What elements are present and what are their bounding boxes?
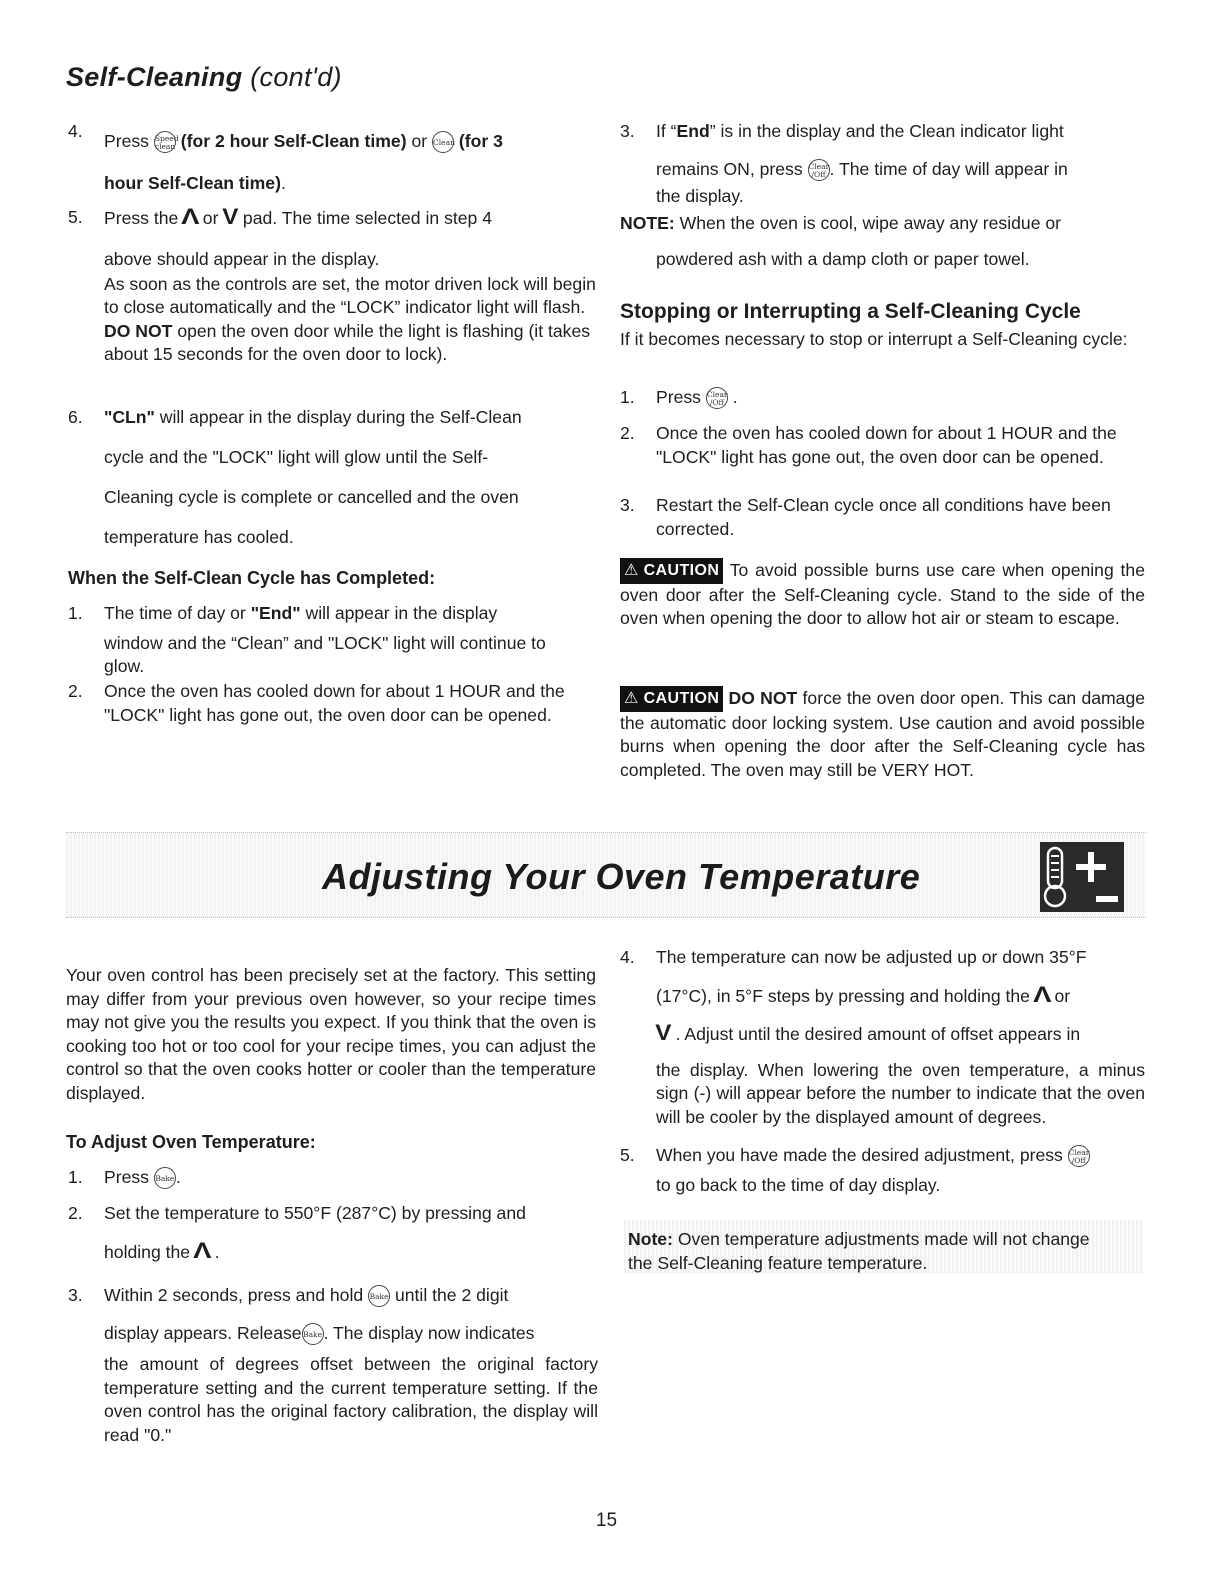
adjust-step-5 xyxy=(620,1144,1145,1197)
step-text: . xyxy=(280,173,286,193)
adjust-step-4 xyxy=(620,946,1145,1129)
step-number: 3. xyxy=(620,495,635,515)
step-text: window and the “Clean” and "LOCK" light will continue to glow. xyxy=(104,632,546,676)
step-text: Cleaning cycle is complete or cancelled and the oven xyxy=(104,487,519,507)
step-text: . xyxy=(732,387,738,407)
section-title-suffix: (cont'd) xyxy=(250,62,342,92)
caution-badge: ⚠ CAUTION xyxy=(620,558,723,584)
do-not-text: DO NOT xyxy=(104,320,173,341)
caution-badge: ⚠ CAUTION xyxy=(620,686,723,712)
step-text: will appear in the display during the Self-Clean xyxy=(159,407,522,427)
step-6 xyxy=(68,406,598,548)
step-text: . Adjust until the desired amount of offset appears in xyxy=(675,1024,1081,1044)
caution-text: To avoid possible burns use care when opening the oven door after the Self-Cleaning cycle. Stand to the side of the oven when opening the door to allow hot air or steam to escape. xyxy=(620,560,1145,628)
step-text: . xyxy=(175,1167,181,1187)
section-title xyxy=(66,62,342,93)
step-number: 5. xyxy=(68,207,83,227)
step-text: cycle and the "LOCK" light will glow until the Self- xyxy=(104,447,489,467)
step-text: The temperature can now be adjusted up or down 35°F xyxy=(656,947,1087,967)
note-label: Note: xyxy=(628,1229,673,1249)
step-number: 4. xyxy=(620,947,635,967)
step-text: display appears. Release xyxy=(104,1322,302,1343)
step-number: 5. xyxy=(620,1145,635,1165)
step-number: 6. xyxy=(68,407,83,427)
step-text: . The time of day will appear in xyxy=(829,158,1068,179)
step-text: . xyxy=(214,1241,220,1262)
lock-paragraph xyxy=(104,273,598,367)
step-number: 2. xyxy=(68,1203,83,1223)
step-text: The time of day or xyxy=(104,603,246,623)
end-text: "End" xyxy=(250,603,301,623)
step-text: Once the oven has cooled down for about 1 HOUR and the "LOCK" light has gone out, the oven door can be opened. xyxy=(656,423,1117,467)
step-text: When you have made the desired adjustment, press xyxy=(656,1145,1063,1165)
step-text: Press xyxy=(104,1167,149,1187)
step-number: 2. xyxy=(68,681,83,701)
note-text: Oven temperature adjustments made will not change xyxy=(677,1229,1090,1249)
step-number: 1. xyxy=(68,603,83,623)
right-step-3 xyxy=(620,120,1145,209)
caution-2 xyxy=(620,686,1145,782)
step-text: above should appear in the display. xyxy=(104,249,380,269)
banner-title: Adjusting Your Oven Temperature xyxy=(322,856,921,897)
clear-off-key-icon: Clear /Off xyxy=(808,159,830,181)
stop-step-2 xyxy=(620,422,1120,469)
note-text: the Self-Cleaning feature temperature. xyxy=(628,1252,928,1273)
step-text: Set the temperature to 550°F (287°C) by pressing and xyxy=(104,1203,526,1223)
caution-badge-text: CAUTION xyxy=(643,562,720,579)
step-text: or xyxy=(411,131,428,151)
end-text: End xyxy=(676,121,710,141)
step-text: temperature has cooled. xyxy=(104,527,294,547)
step-text: If “ xyxy=(656,121,677,141)
step-text: Once the oven has cooled down for about 1 HOUR and the "LOCK" light has gone out, the oven door can be opened. xyxy=(104,681,565,725)
stop-intro: If it becomes necessary to stop or interrupt a Self-Cleaning cycle: xyxy=(620,329,1128,349)
step-text: the display. When lowering the oven temperature, a minus sign (-) will appear before the number to indicate that the oven will be cooler by the displayed amount of degrees. xyxy=(656,1059,1145,1127)
down-arrow-icon: V xyxy=(222,204,239,229)
step-text: remains ON, press xyxy=(656,158,803,179)
step-text: Within 2 seconds, press and hold xyxy=(104,1285,364,1305)
step-text: until the 2 digit xyxy=(394,1285,509,1305)
do-not-text: DO NOT xyxy=(728,688,798,708)
step-text: Restart the Self-Clean cycle once all conditions have been corrected. xyxy=(656,495,1111,539)
step-text: or xyxy=(1054,985,1071,1006)
note-text: When the oven is cool, wipe away any residue or xyxy=(679,213,1062,233)
step-bold-text: (for 3 xyxy=(458,131,503,151)
step-text: open the oven door while the light is flashing (it takes about 15 seconds for the oven door to lock). xyxy=(104,320,591,364)
stop-heading: Stopping or Interrupting a Self-Cleaning Cycle xyxy=(620,300,1081,323)
adjust-step-2 xyxy=(68,1202,598,1264)
up-arrow-icon: Λ xyxy=(1033,981,1052,1007)
step-bold-text: hour Self-Clean time) xyxy=(104,173,281,193)
temperature-note xyxy=(628,1228,1138,1275)
adjust-heading: To Adjust Oven Temperature: xyxy=(66,1132,316,1152)
step-text: Press xyxy=(656,387,701,407)
bake-key-icon: Bake xyxy=(154,1167,176,1189)
step-number: 1. xyxy=(68,1167,83,1187)
completed-step-1 xyxy=(68,602,588,679)
adjust-intro: Your oven control has been precisely set at the factory. This setting may differ from your previous oven however, so your recipe times may not give you the results you expect. If you think that the oven is cooking too hot or too cool for your recipe times, you can adjust the control so that the oven cooks hotter or cooler than the temperature displayed. xyxy=(66,965,596,1103)
step-text: . The display now indicates xyxy=(323,1322,535,1343)
caution-text: force the oven door open. This can damage the automatic door locking system. Use caution and avoid possible burns when opening the door after the Self-Cleaning cycle has completed. The oven may still be VERY HOT. xyxy=(620,688,1146,780)
up-arrow-icon: Λ xyxy=(181,204,200,229)
completed-heading: When the Self-Clean Cycle has Completed: xyxy=(68,568,436,588)
step-5 xyxy=(68,206,598,367)
bake-key-icon: Bake xyxy=(302,1323,324,1345)
down-arrow-icon: V xyxy=(655,1020,672,1045)
step-text: the amount of degrees offset between the original factory temperature setting and the current temperature setting. If the oven control has the original factory calibration, the display will read "0." xyxy=(104,1354,598,1445)
clear-off-key-icon: Clear /Off xyxy=(1068,1145,1090,1167)
step-text: to go back to the time of day display. xyxy=(656,1174,941,1195)
page-number: 15 xyxy=(595,1510,618,1531)
step-text: pad. The time selected in step 4 xyxy=(242,208,492,228)
step-number: 4. xyxy=(68,121,83,141)
step-4 xyxy=(68,120,598,204)
clear-off-key-icon: Clear /Off xyxy=(706,387,728,409)
note-label: NOTE: xyxy=(620,213,675,233)
stop-step-1 xyxy=(620,386,1145,410)
caution-badge-text: CAUTION xyxy=(643,690,720,707)
completed-step-2 xyxy=(68,680,588,727)
adjust-step-3 xyxy=(68,1284,598,1447)
step-bold-text: (for 2 hour Self-Clean time) xyxy=(180,131,407,151)
step-number: 3. xyxy=(68,1285,83,1305)
clean-key-icon: Clean xyxy=(432,131,454,153)
step-text: or xyxy=(202,208,219,228)
note-text: powdered ash with a damp cloth or paper towel. xyxy=(656,248,1030,269)
caution-1 xyxy=(620,558,1145,631)
section-title-main: Self-Cleaning xyxy=(66,62,243,92)
step-text: will appear in the display xyxy=(305,603,498,623)
step-text: Press xyxy=(104,131,149,151)
step-text: As soon as the controls are set, the motor driven lock will begin to close automatically and the “LOCK” indicator light will flash. xyxy=(104,273,596,317)
step-number: 3. xyxy=(620,121,635,141)
step-text: (17°C), in 5°F steps by pressing and holding the xyxy=(656,985,1030,1006)
note-residue xyxy=(620,212,1145,271)
step-text: the display. xyxy=(656,186,744,206)
adjust-step-1 xyxy=(68,1166,598,1190)
step-text: holding the xyxy=(104,1241,191,1262)
speed-clean-key-icon: Speed clean xyxy=(154,131,176,153)
step-text: Press the xyxy=(104,208,179,228)
step-text: ” is in the display and the Clean indicator light xyxy=(709,121,1064,141)
bake-key-icon: Bake xyxy=(368,1285,390,1307)
thermometer-plus-minus-icon xyxy=(1040,842,1124,912)
up-arrow-icon: Λ xyxy=(193,1237,212,1263)
stop-step-3 xyxy=(620,494,1120,541)
cln-text: "CLn" xyxy=(104,407,155,427)
step-number: 2. xyxy=(620,423,635,443)
step-number: 1. xyxy=(620,387,635,407)
